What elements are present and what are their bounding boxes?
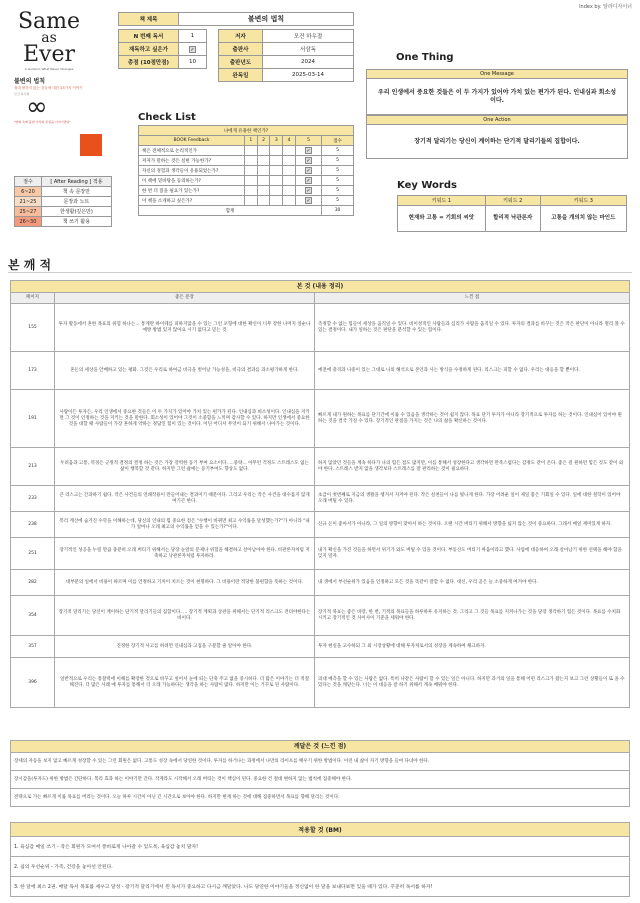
- row-quote: 대부분의 일에서 비용이 따르며 이를 인정하고 기꺼이 치르는 것이 현명하다. 그 비용이란 적당한 불편함을 뜻하는 것이다.: [55, 570, 315, 596]
- cover-title-2: as: [41, 30, 57, 46]
- check-row: [139, 186, 354, 196]
- apply-item: 2. 쉼의 우선순위 - 가족, 건강을 놓아선 안된다.: [11, 857, 630, 877]
- row-quote: 장기적 달리기는 당신이 계이하는 단기적 달리기들의 집합이다. ... 장기적 계획과 상관을 위해서는 단기적 리스크도 견뎌야한다는 바이다.: [55, 596, 315, 636]
- table-row: [11, 636, 630, 658]
- cover-tagline: 절대 변하지 않는 것들에 대한 23가지 이야기: [14, 86, 83, 90]
- row-thought: 의대 예측을 할 수 있는 사람은 없다. 특히 나같은 사람이 할 수 있는 일은 아니다. 하지만 과거의 일을 통해 어떤 리스크가 왔는지 보고 그런 상황들이 또 올 수 있다는 것을 깨닫는다. 너는 이 대응을 잘 하기 위해서 계속 배워야 한다.: [315, 658, 630, 708]
- apply-item: 1. 육십감 매일 쓰기 - 작은 회원가 모여서 퐁바로게 나아갈 수 있도록, 육십감 놓치 말자!: [11, 837, 630, 857]
- table-row: [11, 658, 630, 708]
- check-score: 5: [322, 146, 354, 156]
- table-row: [11, 486, 630, 512]
- keyword-label: 키워드 1: [398, 196, 486, 206]
- row-thought: 내 생에서 부선순위가 있음을 인정하고 모든 것을 똑같이 잘할 수 없다. 대신, 우리 곧은 늘 소중하게 여겨야 한다.: [315, 570, 630, 596]
- check-mark[interactable]: ✓: [306, 188, 311, 194]
- row-thought: 측정할 수 없는 힘들이 세상을 움직일 수 있다. 비이성적인 사람들과 심리가 사람을 움직일 수 있다. 투자의 결과를 바꾸는 것은 작은 판단이 아니라 멀리 볼 수 있는 결정이다. 내가 일하는 것은 판단을 분석할 수 있는 힘이다.: [315, 304, 630, 352]
- row-thought: 투자 현실을 고수하되 그 외 시장상황에 대해 투자처로서의 성장을 계속하여 체크하자.: [315, 636, 630, 658]
- one-thing-section: [366, 52, 628, 159]
- table-row: [11, 448, 630, 486]
- key-words-section: [397, 180, 627, 232]
- check-list-title: Check List: [138, 112, 196, 123]
- row-page: 155: [11, 304, 55, 352]
- legend-label: 책 쓰기 활용: [41, 217, 111, 227]
- row-page: 396: [11, 658, 55, 708]
- pub-year-label: 출판년도: [219, 56, 263, 69]
- reread-label: 재독하고 싶은가: [119, 43, 179, 56]
- check-row: [139, 196, 354, 206]
- realize-table: [10, 740, 630, 807]
- row-thought: 하지 않았던 것들을 계속 하다가 나의 힘든 점도 많지만, 이를 통해서 성장한다고 생각하면 만족스럽다는 감정도 같이 온다. 좋은 걸 원하면 힘든 것도 같이 와야 한다. 스트레스 받지 않을 생각보다 스트레스를 잘 관리하는 것이 필요하다.: [315, 448, 630, 486]
- col-page: 페이지: [11, 293, 55, 304]
- finish-label: 완독일: [219, 69, 263, 82]
- check-question: 책은 전체적으로 논리적인가: [139, 146, 245, 156]
- reading-count: 1: [179, 30, 207, 43]
- index-note: Index by. 알라디자이너: [579, 4, 632, 10]
- table-row: [11, 512, 630, 538]
- table-row: [11, 570, 630, 596]
- row-thought: 초급이 첫번째로 지금의 생활을 챙겨서 지켜야 된다. 작은 실천들이 나를 빛나게 한다. 가장 어려운 일이 제일 좋은 기회일 수 있다. 일에 대한 철학이 있어야 오래 버틸 수 있다.: [315, 486, 630, 512]
- check-row: [139, 176, 354, 186]
- notes-banner: 본 것 (내용 정리): [11, 281, 630, 293]
- check-question: 이 책에 밑바탕을 동의하는가?: [139, 176, 245, 186]
- col-thought: 느낀 점: [315, 293, 630, 304]
- row-page: 213: [11, 448, 55, 486]
- key-words-table: [397, 195, 627, 232]
- check-mark[interactable]: ✓: [306, 178, 311, 184]
- legend-row: [15, 187, 112, 197]
- main-title: 본 깨 적: [8, 258, 52, 272]
- row-thought: 신규 돈이 좋아서가 아니라, 그 일의 방향이 맞아서 하는 것이다. 오랜 시간 버티기 위해서 방향을 잃지 않는 것이 중요하다. 그래서 매일 재미있게 하자.: [315, 512, 630, 538]
- row-quote: 복리 계산에 숨겨진 수학을 이해하는데, 당신의 인내의 힘 중요한 점은 "수행이 바뀌면 최고 수익률을 달성했는가?"가 아니라 "내가 얼마나 오래 최고의 수익률을 얻을 수 있는가?"이다.: [55, 512, 315, 538]
- table-row: [11, 596, 630, 636]
- reading-count-label: N 번째 독서: [119, 30, 179, 43]
- row-quote: 큰 리스크는 간과하기 쉽다. 작은 사건들의 연쇄작용이 만들어내는 결과이기 때문이다. 그리고 우리는 작은 사건을 대수롭지 않게 여기곤 한다.: [55, 486, 315, 512]
- legend-score: 6~20: [15, 187, 42, 197]
- check-mark[interactable]: ✓: [306, 198, 311, 204]
- apply-table: [10, 822, 630, 897]
- check-mark[interactable]: ✓: [306, 168, 311, 174]
- check-mark[interactable]: ✓: [306, 148, 311, 154]
- apply-item: 3. 한 달에 최소 2권. 매달 독서 목표를 세우고 달성 - 장기적 달리기에서 왼 독서가 중요하고 다시금 깨달았다. 나도 당연한 이야기들을 정신없이 한 달을 보내다보면 잊을 때가 있다. 꾸준히 독서를 하자!: [11, 877, 630, 897]
- table-row: [11, 390, 630, 448]
- check-score: 5: [322, 176, 354, 186]
- row-thought: 예전에 충격과 나중이 있는 그대로 나의 해석으로 본인과 사는 방식을 수정하게 된다. 리스크는 피할 수 없다. 우리는 대응을 할 뿐이다.: [315, 352, 630, 390]
- check-question: 한 번 더 읽을 필요가 있는가?: [139, 186, 245, 196]
- row-thought: 내가 확신을 가진 것들을 하면서 위기가 와도 버틸 수 있을 것이다. 부동산도 버티기 싸움이라고 했다. 사업에 대응하여 오래 살아남기 위한 선택을 해야 함을 잊지 말자.: [315, 538, 630, 570]
- row-quote: 투자 활동에서 흔한 목표의 위험 하나는... 통계란 하이테를 피하지않을 수 있는 그런 포형에 대한 확신이 너무 강한 나머지 일순나 예방 방법 있지 않아요 시기 없다고 믿는 것: [55, 304, 315, 352]
- row-page: 238: [11, 512, 55, 538]
- realize-banner: 깨달은 것 (느낀 점): [11, 741, 630, 753]
- check-list-question: 나에게 유용한 책인가?: [139, 126, 354, 136]
- score-header: 점수: [322, 136, 354, 146]
- row-page: 233: [11, 486, 55, 512]
- check-row: [139, 146, 354, 156]
- scale-1: 1: [245, 136, 258, 146]
- book-cover: [14, 9, 112, 177]
- recommend-score: 10: [179, 56, 207, 69]
- reread-checkbox[interactable]: ✓: [190, 46, 195, 53]
- row-quote: 두려움과 고통, 역경은 긍정적 결정의 결정 하는 것은 가장 강력한 동기 부여 요소이다. ...중략... 아무런 걱정도 스트레스도 없는 삶이 행복할 것 같다. 하지만 그런 삶에는 동기부여도 향상도 없다.: [55, 448, 315, 486]
- col-quote: 좋은 문장: [55, 293, 315, 304]
- keyword-label: 키워드 2: [485, 196, 540, 206]
- publisher-label: 출판사: [219, 43, 263, 56]
- one-action-label: One Action: [366, 115, 628, 125]
- row-page: 282: [11, 570, 55, 596]
- reading-legend: [14, 176, 112, 227]
- divider: [8, 272, 632, 273]
- keyword-label: 키워드 3: [540, 196, 626, 206]
- book-title-label: 책 제목: [119, 13, 179, 26]
- pub-year: 2024: [263, 56, 354, 69]
- cover-subtitle: A Guide to What Never Changes: [24, 67, 74, 71]
- one-thing-title: One Thing: [396, 52, 454, 63]
- row-thought: 장기적 목표는 좋은 바랑, 한 번, 기적의 목표들을 하루하루 유지하는 것. 그리고 그 것들 목표를 지켜나가는 것을 당장 생각하기 힘든 것이다. 목표를 수치화 시키고 장기적인 것 사이사이 기준을 세워야 한다.: [315, 596, 630, 636]
- legend-label: 문장과 노트: [41, 197, 111, 207]
- check-score: 5: [322, 196, 354, 206]
- notes-table: [10, 280, 630, 708]
- scale-2: 2: [257, 136, 270, 146]
- book-title: 불변의 법칙: [179, 13, 354, 26]
- keyword-value: 현재와 고통 = 기회의 씨앗: [398, 206, 486, 232]
- row-quote: 일반적으로 우리는 통찰력에 이해를 확장한 것으로 바꾸고 싶어서 눈에 띄는 단축 주고 없을 증시하다. 더 많은 이야기는 더 적절해진다. 더 많은 사례 예 투자를 통해서 더 오래 가능하다는 생각을 하는 사람이 많다. 하지만 이는 거꾸로 된 사람이다.: [55, 658, 315, 708]
- check-score: 5: [322, 156, 354, 166]
- row-quote: 사람이든 투자든, 우리 인생에서 중요한 것들은 이 두 가지가 있어야 가치 있는 편가가 된다. 인내심과 희소성이다. 인내심을 지키면 그 것이 인정하는 것을 지키는 것을 말한다. 회소성이 있어야 그것이 소중함을 느끼며 감사할 수 있다. 하지만 인생에서 중요한 것을 대할 때 사람들이 가장 흔하게 약하는 정답인 힘이 있는 것이다. 어딘 어디서 무엇이 되기 위해서 나아가는 것이다.: [55, 390, 315, 448]
- row-page: 354: [11, 596, 55, 636]
- check-list-section: [138, 112, 354, 216]
- one-action: 장기적 달리기는 당신이 계이하는 단기적 달리기들의 집합이다.: [366, 125, 628, 159]
- cover-title-ko: 불변의 법칙: [14, 78, 46, 85]
- check-question: 이 책을 소개하고 싶은가?: [139, 196, 245, 206]
- table-row: [11, 352, 630, 390]
- row-page: 251: [11, 538, 55, 570]
- book-feedback-label: BOOK Feedback: [139, 136, 245, 146]
- cover-orange-block: [80, 134, 102, 156]
- legend-label: 한생활(깊은만): [41, 207, 111, 217]
- author: 모건 하우절: [263, 30, 354, 43]
- total-label: 합계: [139, 206, 322, 216]
- check-row: [139, 156, 354, 166]
- legend-row: [15, 217, 112, 227]
- realize-line: 전략으로 가는 빠르게 이룰 목표를 버리는 것이다. 오늘 하루 시간이 아닌 긴 시간으로 보아야 한다. 하지만 현재 하는 것에 대해 집중하면서 목표를 향해 달리는 것이다.: [11, 789, 630, 807]
- cover-blurb: "변화 속에 불변 가치의 본질을 이야기한다": [14, 120, 71, 124]
- keyword-value: 고통을 개의치 않는 마인드: [540, 206, 626, 232]
- apply-banner: 적용할 것 (BM): [11, 823, 630, 837]
- keyword-value: 합리적 낙관론자: [485, 206, 540, 232]
- one-message: 우리 인생에서 중요한 것들은 이 두 가지가 있어야 가치 있는 편가가 된다. 인내심과 회소성이다.: [366, 79, 628, 115]
- legend-header-apply: [ After Reading ] 적용: [41, 177, 111, 187]
- legend-score: 21~25: [15, 197, 42, 207]
- total-score: 30: [322, 206, 354, 216]
- cover-title-3: Ever: [22, 42, 76, 67]
- author-label: 저자: [219, 30, 263, 43]
- infinity-icon: ∞: [26, 92, 48, 122]
- scale-3: 3: [270, 136, 283, 146]
- row-quote: 장기적인 성공을 누릴 만큼 충분히 오래 버티기 위해서는 당장 눈앞의 문제나 위험을 해결하고 살아남아야 한다. 비관론자처럼 저축하고 낙관론자처럼 투자하라.: [55, 538, 315, 570]
- legend-header-score: 점수: [15, 177, 42, 187]
- scale-4: 4: [283, 136, 296, 146]
- row-page: 173: [11, 352, 55, 390]
- one-message-label: One Message: [366, 69, 628, 79]
- key-words-title: Key Words: [397, 180, 457, 191]
- row-page: 191: [11, 390, 55, 448]
- check-list-table: [138, 125, 354, 216]
- finish-date: 2025-03-14: [263, 69, 354, 82]
- check-row: [139, 166, 354, 176]
- check-score: 5: [322, 186, 354, 196]
- scale-5: 5: [295, 136, 321, 146]
- publisher: 서삼독: [263, 43, 354, 56]
- legend-row: [15, 197, 112, 207]
- legend-score: 25~27: [15, 207, 42, 217]
- table-row: [11, 304, 630, 352]
- legend-score: 26~30: [15, 217, 42, 227]
- recommend-label: 총점 (10점만점): [119, 56, 179, 69]
- row-quote: 진정한 장기적 사고를 하려면 인내심과 고집을 구분할 줄 알아야 한다.: [55, 636, 315, 658]
- check-mark[interactable]: ✓: [306, 158, 311, 164]
- row-thought: 빠르게 내가 원하는 목표를 단기간에 이룰 수 있음을 생각하는 것이 쉽지 않다. 목표 단기 투자가 아니라 장기적으로 투자를 하는 것이다. 인내심이 있어야 원하는 것을 결국 가질 수 있다. 장기적인 관점을 가지는 것은 나의 삶을 확신하는 것이다.: [315, 390, 630, 448]
- legend-label: 책 속 문장만: [41, 187, 111, 197]
- book-meta: [118, 12, 354, 82]
- table-row: [11, 538, 630, 570]
- check-question: 저자가 말하는 것은 실현 가능한가?: [139, 156, 245, 166]
- check-question: 자신의 경험과 생각들이 유용되었는가?: [139, 166, 245, 176]
- cover-title-1: Same: [17, 9, 81, 34]
- row-page: 357: [11, 636, 55, 658]
- cover-author: 모건 하우절: [14, 92, 30, 96]
- check-score: 5: [322, 166, 354, 176]
- realize-line: 장세의 자동을 보지 않고 빠르게 성장할 수 있는 그런 회원은 없다. 고통도 성장 속에서 당연한 것이다. 투자를 하거나는 과정에서 나만의 라이프를 배우기 위한 방법이다. 이런 내 삶이 자기 방향을 들여 다녀야 한다.: [11, 753, 630, 771]
- legend-row: [15, 207, 112, 217]
- realize-line: 장시감을(투자도) 위한 방법은 간단하다. 복리 효과 하는 이야기만 간다. 작게라도 시작해서 오래 버티는 것이 핵심이 된다. 중요한 건 절대 변하지 않는 법칙에 집중해야 한다.: [11, 771, 630, 789]
- row-quote: 혼돈의 세상을 안배하고 있는 평화. 그것은 우리로 하여금 비극을 벗어날 가능성을, 비극의 결과를 과소평가하게 한다.: [55, 352, 315, 390]
